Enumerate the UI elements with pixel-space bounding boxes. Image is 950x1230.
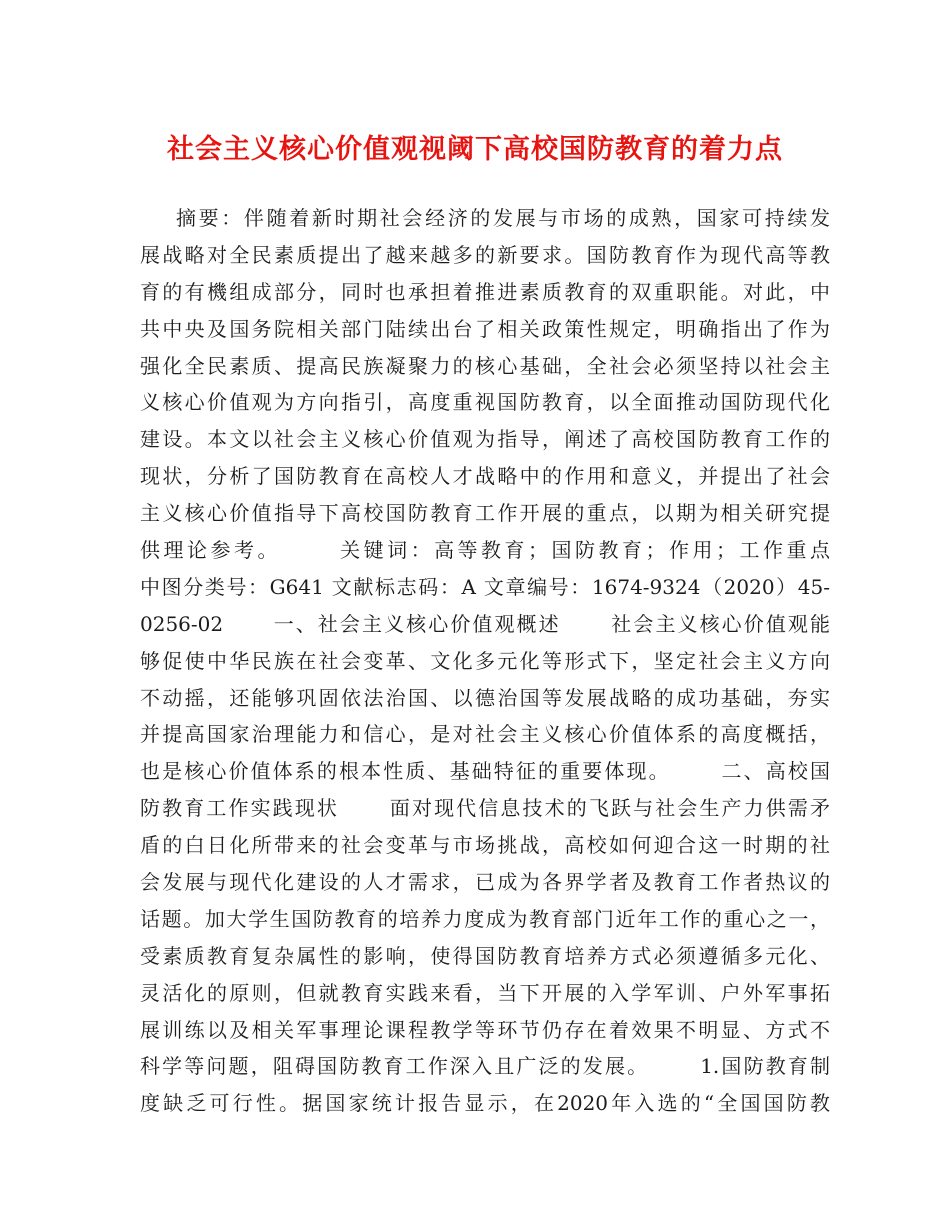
body-line: 灵活化的原则，但就教育实践来看，当下开展的入学军训、户外军事拓 [140,980,830,1005]
body-line: 0256-02 一、社会主义核心价值观概述 社会主义核心价值观能 [140,611,830,636]
body-line: 现状，分析了国防教育在高校人才战略中的作用和意义，并提出了社会 [140,464,830,489]
body-line: 会发展与现代化建设的人才需求，已成为各界学者及教育工作者热议的 [140,870,830,895]
body-line: 展战略对全民素质提出了越来越多的新要求。国防教育作为现代高等教 [140,242,830,267]
body-line: 共中央及国务院相关部门陆续出台了相关政策性规定，明确指出了作为 [140,316,830,341]
body-line: 话题。加大学生国防教育的培养力度成为教育部门近年工作的重心之一， [140,906,830,931]
body-line: 并提高国家治理能力和信心，是对社会主义核心价值体系的高度概括， [140,722,830,747]
body-line: 也是核心价值体系的根本性质、基础特征的重要体现。 二、高校国 [140,759,830,784]
body-line: 建设。本文以社会主义核心价值观为指导，阐述了高校国防教育工作的 [140,427,830,452]
body-line: 度缺乏可行性。据国家统计报告显示，在2020年入选的“全国国防教 [140,1091,830,1116]
body-line: 供理论参考。 关键词：高等教育；国防教育；作用；工作重点 [140,538,830,563]
body-line: 育的有機组成部分，同时也承担着推进素质教育的双重职能。对此，中 [140,279,830,304]
document-body [140,200,830,1122]
document-title: 社会主义核心价值观视阈下高校国防教育的着力点 [167,134,783,165]
body-line: 不动摇，还能够巩固依法治国、以德治国等发展战略的成功基础，夯实 [140,685,830,710]
body-line: 盾的白日化所带来的社会变革与市场挑战，高校如何迎合这一时期的社 [140,833,830,858]
body-line: 强化全民素质、提高民族凝聚力的核心基础，全社会必须坚持以社会主 [140,353,830,378]
body-line: 受素质教育复杂属性的影响，使得国防教育培养方式必须遵循多元化、 [140,943,830,968]
body-line: 科学等问题，阻碍国防教育工作深入且广泛的发展。 1.国防教育制 [140,1054,830,1079]
body-line: 主义核心价值指导下高校国防教育工作开展的重点，以期为相关研究提 [140,501,830,526]
body-line: 中图分类号：G641 文献标志码：A 文章编号：1674-9324（2020）45- [140,574,830,599]
body-line: 防教育工作实践现状 面对现代信息技术的飞跃与社会生产力供需矛 [140,796,830,821]
body-line: 义核心价值观为方向指引，高度重视国防教育，以全面推动国防现代化 [140,390,830,415]
body-line: 摘要：伴随着新时期社会经济的发展与市场的成熟，国家可持续发 [140,206,830,230]
body-line: 展训练以及相关军事理论课程教学等环节仍存在着效果不明显、方式不 [140,1017,830,1042]
body-line: 够促使中华民族在社会变革、文化多元化等形式下，坚定社会主义方向 [140,648,830,673]
